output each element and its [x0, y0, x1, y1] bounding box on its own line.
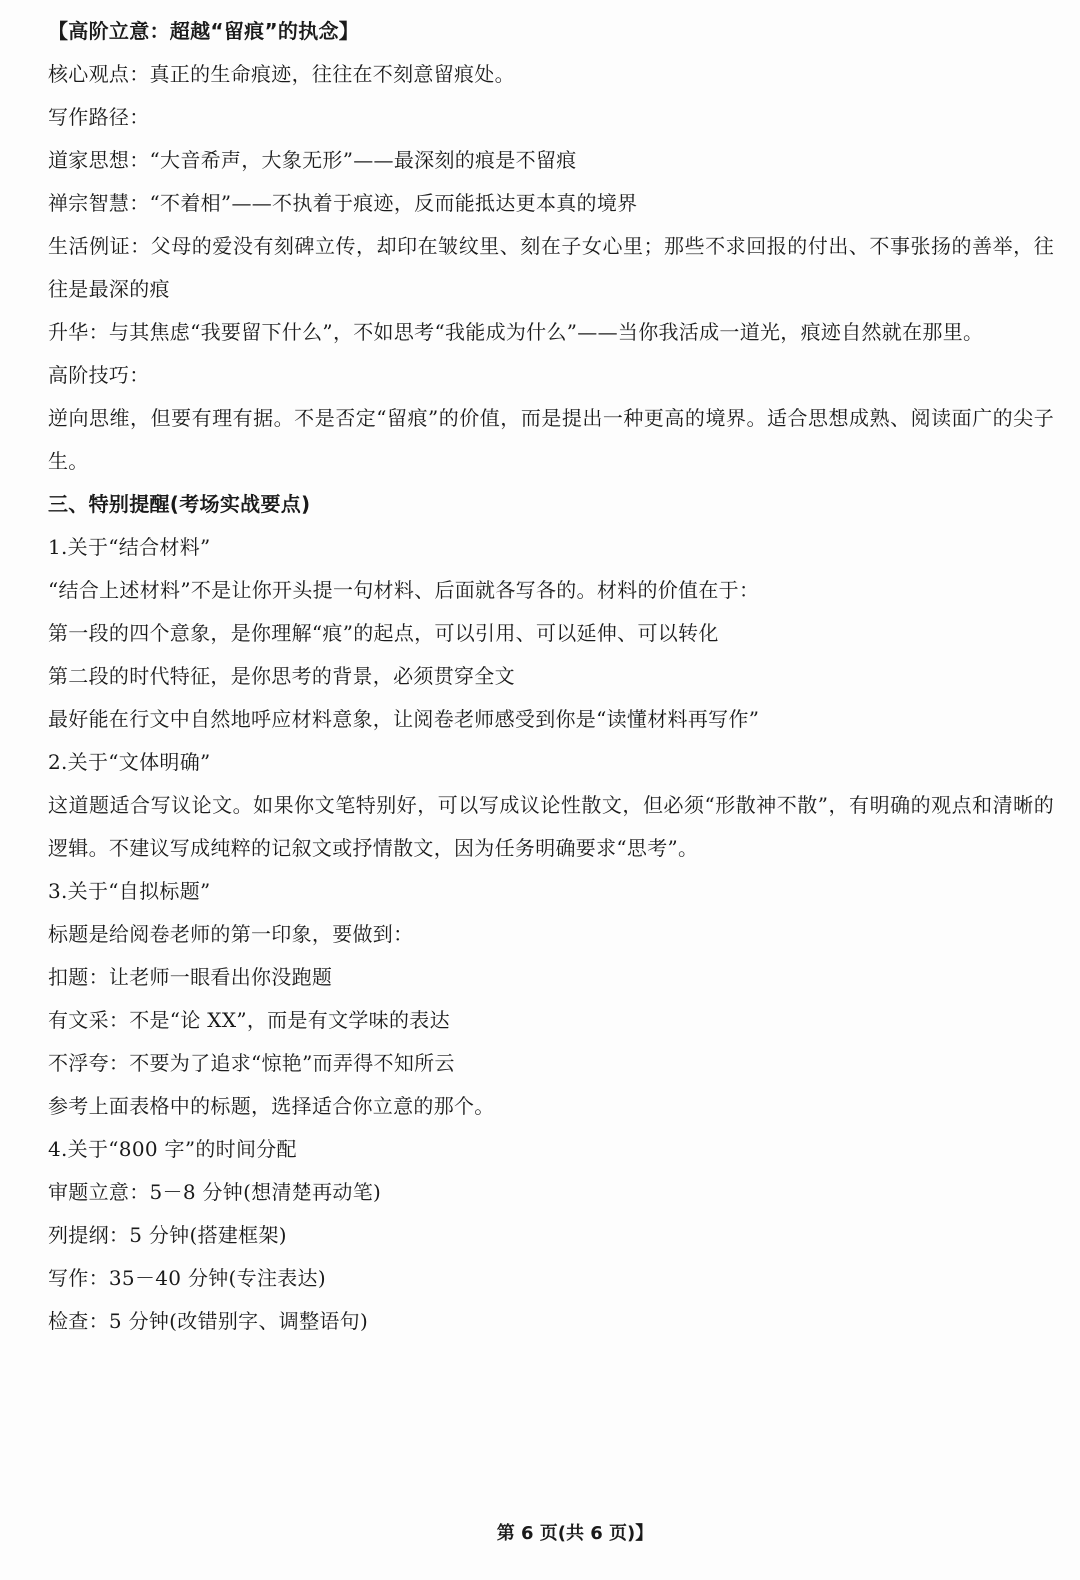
reminder-3-point-2: 有文采：不是“论 XX”，而是有文学味的表达 [48, 1008, 450, 1032]
reminder-2-paragraph: 这道题适合写议论文。如果你文笔特别好，可以写成议论性散文，但必须“形散神不散”，有明确的观点和清晰的逻辑。不建议写成纯粹的记叙文或抒情散文，因为任务明确要求“思考”。 [48, 793, 1054, 860]
life-example-paragraph: 生活例证：父母的爱没有刻碑立传，却印在皱纹里、刻在子女心里；那些不求回报的付出、不事张扬的善举，往往是最深的痕 [48, 234, 1054, 301]
reminder-3-point-4: 参考上面表格中的标题，选择适合你立意的那个。 [48, 1094, 495, 1118]
reminder-1-intro: “结合上述材料”不是让你开头提一句材料、后面就各写各的。材料的价值在于： [48, 578, 760, 602]
document-body [48, 10, 1054, 1343]
sublimation-paragraph: 升华：与其焦虑“我要留下什么”，不如思考“我能成为什么”——当你我活成一道光，痕迹自然就在那里。 [48, 320, 984, 344]
reminder-3-point-1: 扣题：让老师一眼看出你没跑题 [48, 965, 333, 989]
reminder-1-point-2: 第二段的时代特征，是你思考的背景，必须贯穿全文 [48, 664, 515, 688]
high-level-skill-paragraph: 逆向思维，但要有理有据。不是否定“留痕”的价值，而是提出一种更高的境界。适合思想成熟、阅读面广的尖子生。 [48, 406, 1054, 473]
page-number: 第 6 页(共 6 页)】 [496, 1523, 654, 1544]
reminder-4-point-2: 列提纲：5 分钟(搭建框架) [48, 1223, 287, 1247]
daoist-thought-paragraph: 道家思想：“大音希声，大象无形”——最深刻的痕是不留痕 [48, 148, 577, 172]
high-level-skill-label: 高阶技巧： [48, 363, 150, 387]
reminder-4-point-1: 审题立意：5－8 分钟(想清楚再动笔) [48, 1180, 382, 1204]
reminder-2-title: 2.关于“文体明确” [48, 750, 211, 774]
reminder-4-title: 4.关于“800 字”的时间分配 [48, 1137, 297, 1161]
reminder-1-point-3: 最好能在行文中自然地呼应材料意象，让阅卷老师感受到你是“读懂材料再写作” [48, 707, 760, 731]
reminder-3-title: 3.关于“自拟标题” [48, 879, 211, 903]
special-reminder-heading: 三、特别提醒(考场实战要点) [48, 492, 311, 516]
section-heading-high-level: 【高阶立意：超越“留痕”的执念】 [48, 19, 360, 43]
core-view-paragraph: 核心观点：真正的生命痕迹，往往在不刻意留痕处。 [48, 62, 515, 86]
reminder-1-title: 1.关于“结合材料” [48, 535, 211, 559]
zen-wisdom-paragraph: 禅宗智慧：“不着相”——不执着于痕迹，反而能抵达更本真的境界 [48, 191, 638, 215]
reminder-3-point-3: 不浮夸：不要为了追求“惊艳”而弄得不知所云 [48, 1051, 455, 1075]
page-footer [0, 1522, 1080, 1546]
reminder-4-point-3: 写作：35－40 分钟(专注表达) [48, 1266, 326, 1290]
reminder-1-point-1: 第一段的四个意象，是你理解“痕”的起点，可以引用、可以延伸、可以转化 [48, 621, 719, 645]
reminder-4-point-4: 检查：5 分钟(改错别字、调整语句) [48, 1309, 369, 1333]
writing-path-label: 写作路径： [48, 105, 150, 129]
reminder-3-intro: 标题是给阅卷老师的第一印象，要做到： [48, 922, 414, 946]
